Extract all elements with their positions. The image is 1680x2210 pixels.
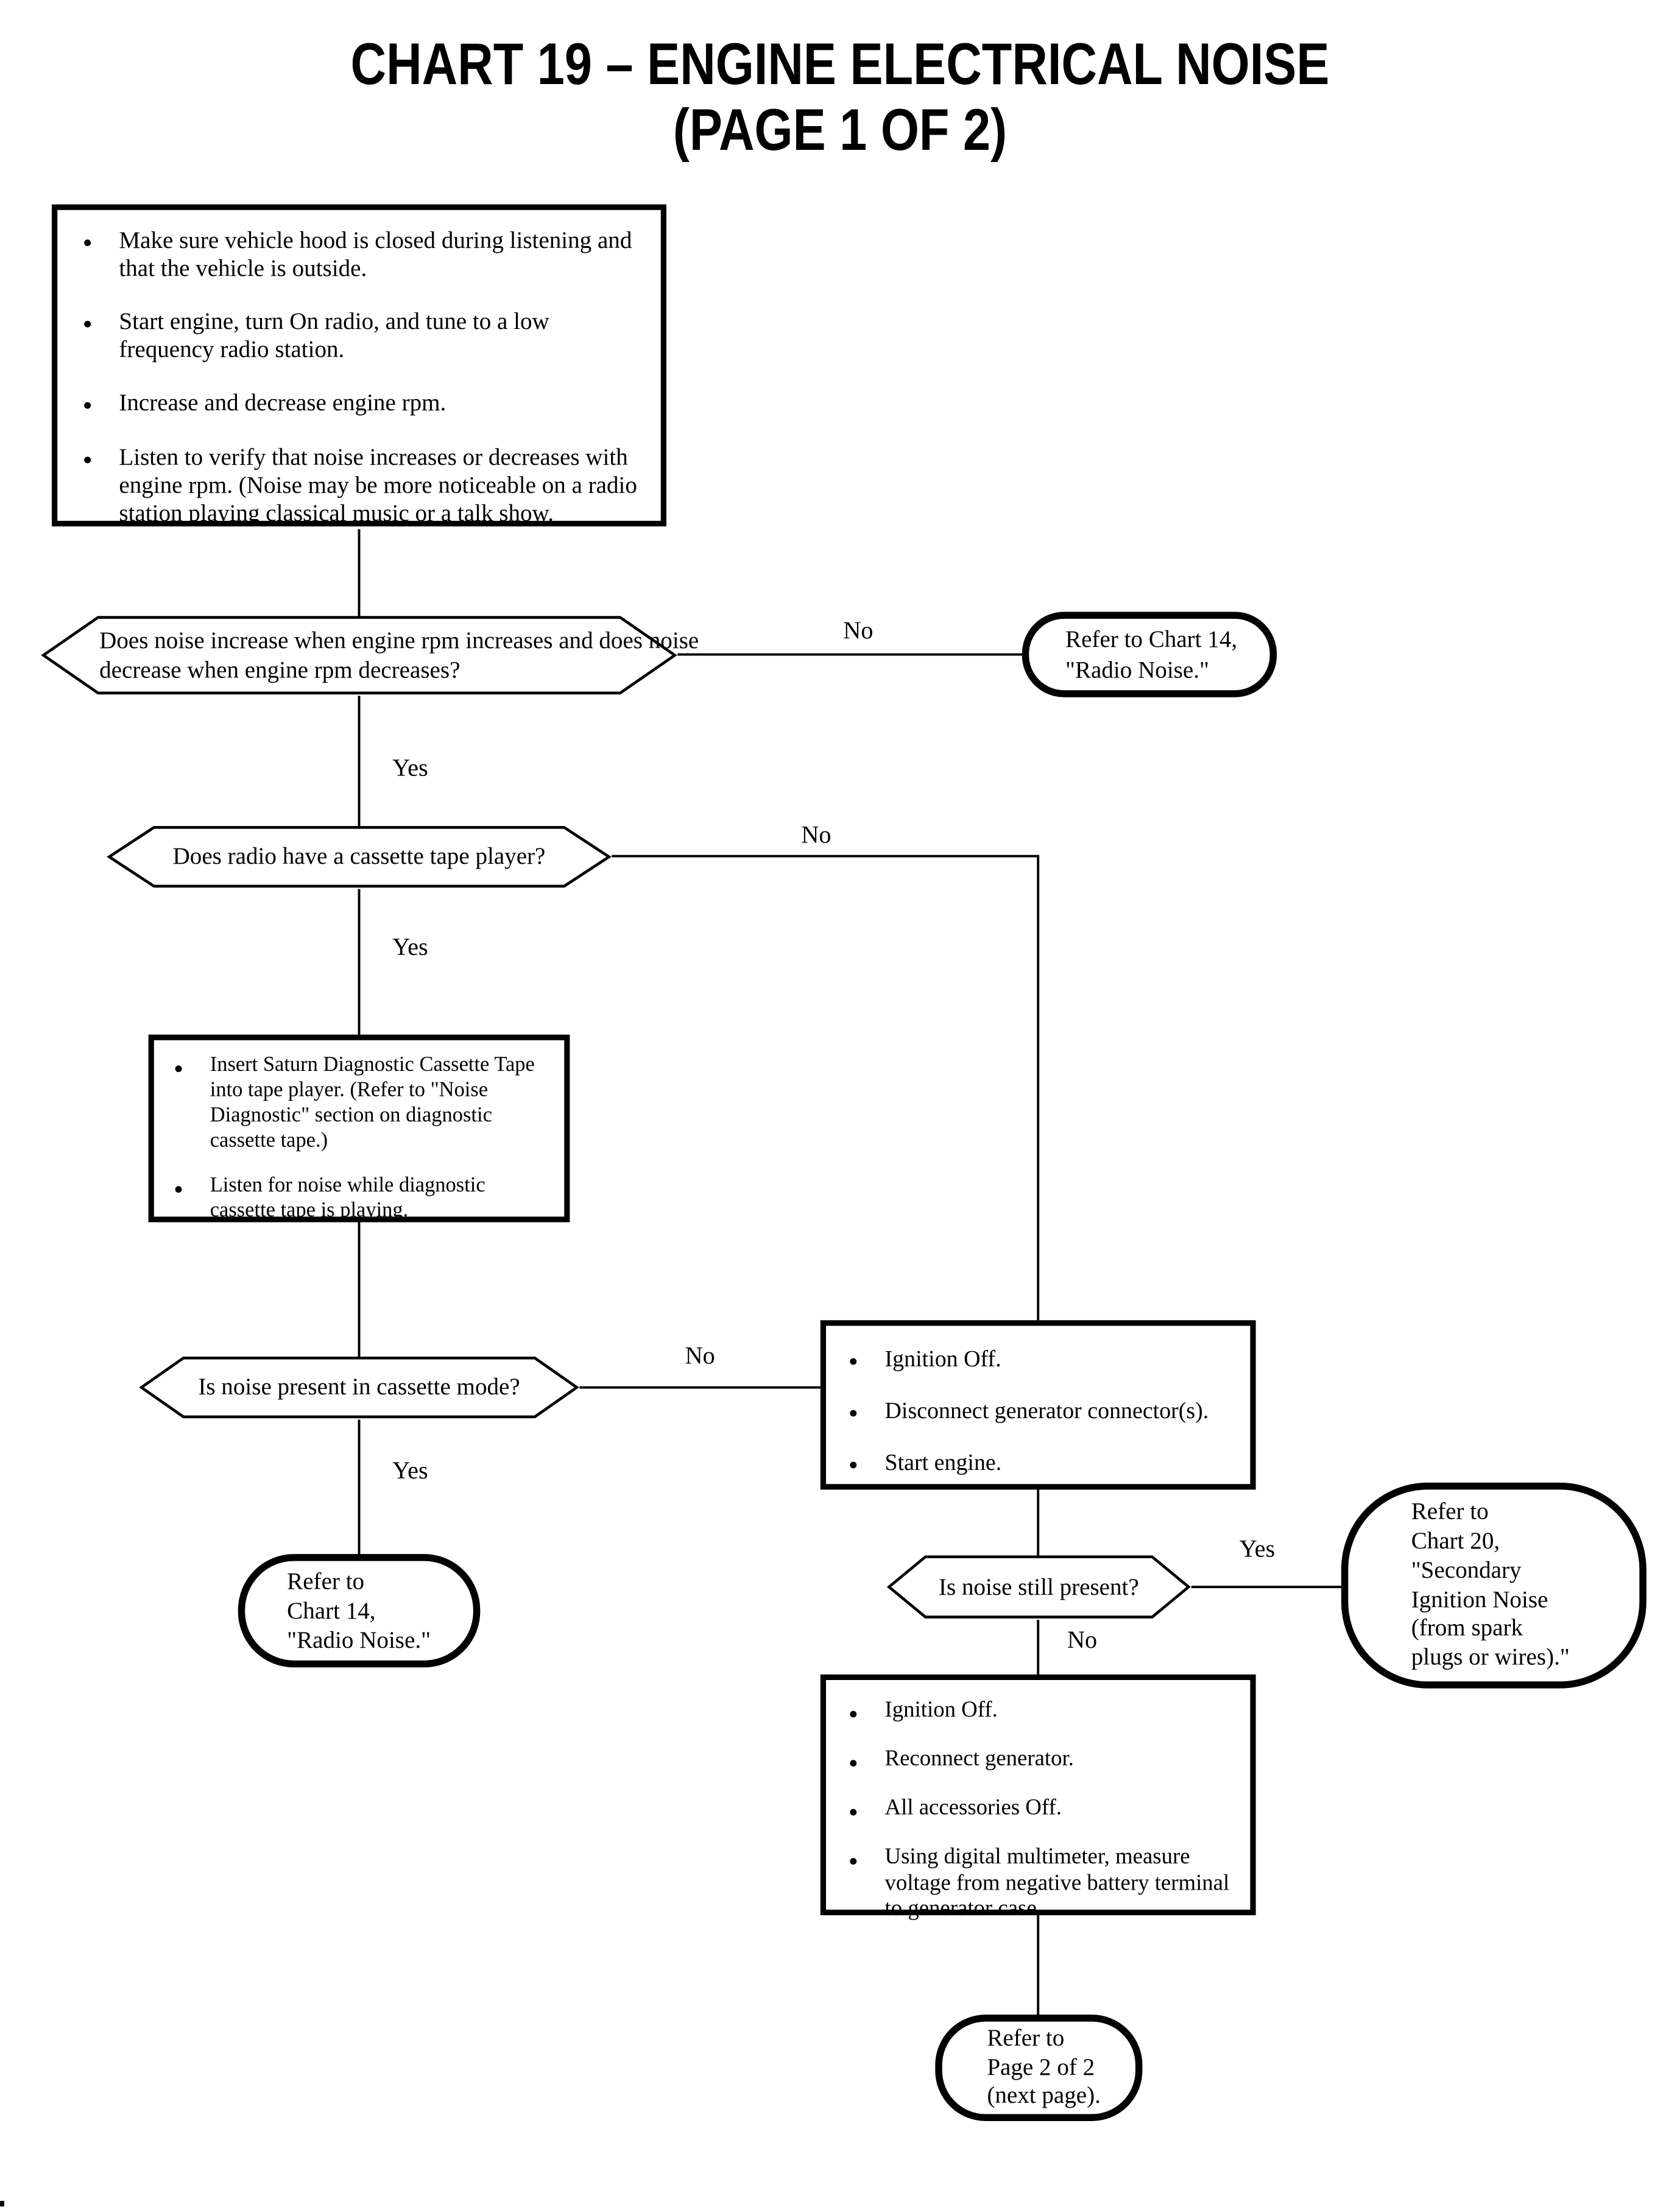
decision-question: Does radio have a cassette tape player? bbox=[172, 843, 546, 870]
bullet-text: Disconnect generator connector(s). bbox=[884, 1397, 1209, 1424]
terminal-chart20 bbox=[1341, 1483, 1646, 1689]
edge-label-no: No bbox=[685, 1341, 715, 1369]
list-item bbox=[849, 1449, 1237, 1478]
bullet-icon bbox=[83, 308, 119, 337]
edge-label-yes: Yes bbox=[392, 753, 428, 782]
list-item bbox=[83, 227, 638, 283]
terminal-chart14-left bbox=[238, 1554, 481, 1667]
bullet-text: Increase and decrease engine rpm. bbox=[119, 389, 446, 417]
list-item bbox=[849, 1397, 1237, 1426]
terminal-line: Page 2 of 2 bbox=[987, 2053, 1095, 2080]
list-item bbox=[849, 1698, 1237, 1729]
bullet-text: Listen to verify that noise increases or decreases with engine rpm. (Noise may be more noticeable on a radio station playing classical music or a talk show. bbox=[119, 444, 637, 527]
decision-cassette-noise bbox=[139, 1355, 580, 1420]
bullet-icon bbox=[174, 1173, 210, 1202]
bullet-text: Insert Saturn Diagnostic Cassette Tape into tape player. (Refer to "Noise Diagnostic" section on diagnostic cassette tape.) bbox=[210, 1054, 535, 1153]
process-box-measure-voltage bbox=[821, 1675, 1256, 1922]
edge-label-no: No bbox=[1067, 1625, 1098, 1654]
bullet-text: Listen for noise while diagnostic cassette tape is playing. bbox=[210, 1174, 485, 1223]
list-item bbox=[83, 389, 638, 418]
terminal-line: Refer to Chart 14, bbox=[1065, 626, 1238, 653]
list-item bbox=[849, 1845, 1237, 1924]
edge-label-yes: Yes bbox=[392, 1456, 428, 1485]
edge-label-yes: Yes bbox=[1239, 1534, 1276, 1562]
decision-noise-still-present bbox=[886, 1554, 1191, 1620]
bullet-text: Start engine. bbox=[884, 1448, 1002, 1475]
terminal-line: "Secondary bbox=[1411, 1556, 1522, 1583]
decision-question: Does noise increase when engine rpm increases and does noise decrease when engine rpm decreases? bbox=[99, 627, 699, 683]
decision-cassette-player bbox=[107, 825, 612, 889]
terminal-page2 bbox=[935, 2014, 1142, 2121]
list-item bbox=[849, 1747, 1237, 1778]
decision-rpm-noise bbox=[41, 615, 699, 696]
bullet-text: Ignition Off. bbox=[884, 1345, 1001, 1372]
terminal-line: (from spark bbox=[1411, 1614, 1523, 1642]
bullet-icon bbox=[849, 1796, 885, 1826]
list-item bbox=[83, 444, 638, 528]
bullet-icon bbox=[83, 389, 119, 418]
bullet-icon bbox=[849, 1449, 885, 1478]
terminal-line: Refer to bbox=[1411, 1498, 1489, 1525]
list-item bbox=[849, 1796, 1237, 1826]
terminal-line: (next page). bbox=[987, 2082, 1101, 2109]
process-box-cassette bbox=[149, 1034, 570, 1222]
list-item bbox=[849, 1346, 1237, 1375]
bullet-icon bbox=[849, 1346, 885, 1375]
bullet-icon bbox=[849, 1698, 885, 1729]
terminal-line: Chart 14, bbox=[287, 1597, 376, 1624]
list-item bbox=[174, 1053, 548, 1153]
terminal-chart14-right bbox=[1022, 612, 1277, 697]
decision-question: Is noise still present? bbox=[938, 1573, 1139, 1600]
edge-label-no: No bbox=[801, 820, 831, 849]
bullet-text: Using digital multimeter, measure voltage from negative battery terminal to generator case. bbox=[884, 1845, 1230, 1922]
list-item bbox=[174, 1173, 548, 1224]
bullet-icon bbox=[849, 1397, 885, 1426]
bullet-text: Reconnect generator. bbox=[884, 1747, 1074, 1771]
bullet-icon bbox=[849, 1747, 885, 1778]
bullet-icon bbox=[174, 1053, 210, 1082]
terminal-line: Refer to bbox=[287, 1567, 365, 1594]
bullet-icon bbox=[849, 1845, 885, 1875]
terminal-line: "Radio Noise." bbox=[1065, 655, 1209, 683]
terminal-line: "Radio Noise." bbox=[287, 1626, 431, 1654]
list-item bbox=[83, 308, 638, 364]
terminal-line: Ignition Noise bbox=[1411, 1585, 1548, 1612]
edge-cassette-player-no-to-generator-box bbox=[612, 856, 1038, 1322]
decision-question: Is noise present in cassette mode? bbox=[198, 1374, 520, 1401]
terminal-line: Chart 20, bbox=[1411, 1527, 1500, 1555]
bullet-text: Start engine, turn On radio, and tune to a low frequency radio station. bbox=[119, 308, 549, 363]
terminal-line: Refer to bbox=[987, 2024, 1065, 2051]
process-box-preparation bbox=[52, 205, 666, 527]
bullet-icon bbox=[83, 227, 119, 256]
terminal-line: plugs or wires)." bbox=[1411, 1643, 1570, 1670]
process-box-generator-disconnect bbox=[821, 1320, 1256, 1489]
edge-label-yes: Yes bbox=[392, 932, 428, 961]
scan-artifact bbox=[0, 2201, 4, 2206]
bullet-text: Ignition Off. bbox=[884, 1698, 998, 1722]
bullet-text: All accessories Off. bbox=[884, 1796, 1062, 1820]
page-title-line1: CHART 19 – ENGINE ELECTRICAL NOISE bbox=[350, 30, 1330, 97]
page-title-line2: (PAGE 1 OF 2) bbox=[672, 96, 1008, 163]
edge-label-no: No bbox=[843, 616, 874, 644]
bullet-text: Make sure vehicle hood is closed during listening and that the vehicle is outside. bbox=[119, 227, 632, 282]
page-title bbox=[0, 31, 1680, 163]
bullet-icon bbox=[83, 444, 119, 473]
